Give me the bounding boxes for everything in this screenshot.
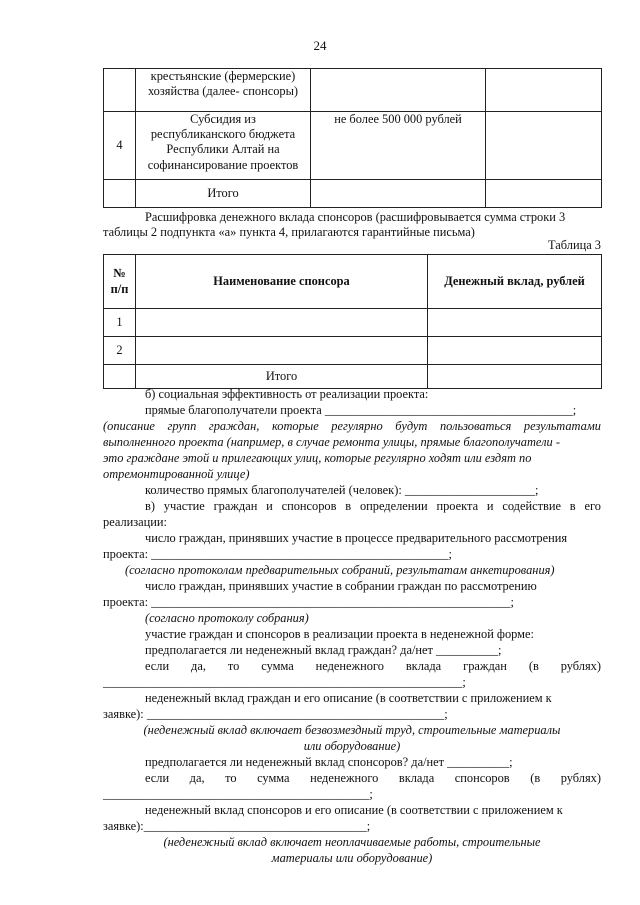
cell-name — [136, 69, 311, 112]
cell-num — [104, 365, 136, 389]
text-line: (согласно протоколам предварительных собраний, результатам анкетирования) — [125, 563, 555, 577]
text-line-justified: (описание групп граждан, которые регулярно будут пользоваться результатами — [103, 419, 601, 433]
cell-extra — [486, 69, 602, 112]
text-line: количество прямых благополучателей (человек): _____________________; — [145, 483, 539, 497]
text-line: прямые благополучатели проекта ________________________________________; — [145, 403, 577, 417]
text-line: участие граждан и спонсоров в реализации проекта в неденежной форме: — [145, 627, 534, 641]
text-line: проекта: __________________________________________________________; — [103, 595, 514, 609]
cell-total-label: Итого — [136, 365, 428, 389]
text-line: предполагается ли неденежный вклад граждан? да/нет __________; — [145, 643, 502, 657]
cell-name-line: крестьянские (фермерские) — [150, 69, 296, 83]
text-line: это гражданe этой и прилегающих улиц, которые регулярно ходят или ездят по — [103, 451, 532, 465]
cell-name-line: хозяйства (далее- спонсоры) — [147, 84, 299, 99]
para-decode-line: таблицы 2 подпункта «а» пункта 4, прилагаются гарантийные письма) — [103, 225, 475, 239]
text-line: (неденежный вклад включает неоплачиваемые работы, строительные — [163, 835, 541, 849]
table-row-total — [104, 365, 602, 389]
cell-amount — [428, 365, 602, 389]
cell-sponsor-name — [136, 337, 428, 365]
text-line: проекта: ________________________________________________; — [103, 547, 452, 561]
table-header-row — [104, 255, 602, 309]
text-line: отремонтированной улице) — [103, 467, 250, 481]
text-line: __________________________________________________________; — [103, 675, 466, 689]
text-line: неденежный вклад граждан и его описание (в соответствии с приложением к — [145, 691, 552, 705]
table-2-continuation — [103, 68, 602, 208]
cell-extra — [486, 112, 602, 180]
cell-name-line: софинансирование проектов — [147, 157, 299, 172]
text-line: заявке): ________________________________________________; — [103, 707, 448, 721]
page-number: 24 — [313, 38, 327, 53]
text-line: заявке):____________________________________; — [103, 819, 371, 833]
cell-num: 2 — [104, 337, 136, 365]
text-line-justified: если да, то сумма неденежного вклада граждан (в рублях) — [145, 659, 601, 673]
text-line: (неденежный вклад включает безвозмездный труд, строительные материалы — [143, 723, 561, 737]
cell-sponsor-name — [136, 309, 428, 337]
cell-num — [104, 180, 136, 208]
cell-extra — [486, 180, 602, 208]
cell-amount — [428, 337, 602, 365]
table-row-total — [104, 180, 602, 208]
cell-name-line: Субсидия из — [190, 112, 256, 126]
text-line: б) социальная эффективность от реализации проекта: — [145, 387, 429, 401]
text-line: выполненного проекта (например, в случае ремонта улицы, прямые благополучатели - — [103, 435, 560, 449]
table-row — [104, 112, 602, 180]
text-line: предполагается ли неденежный вклад спонсоров? да/нет __________; — [145, 755, 513, 769]
table-row — [104, 309, 602, 337]
text-line: число граждан, принявших участие в собрании граждан по рассмотрению — [145, 579, 537, 593]
text-line: ___________________________________________; — [103, 787, 373, 801]
table-3-caption: Таблица 3 — [548, 238, 601, 252]
text-line-justified: в) участие граждан и спонсоров в определении проекта и содействие в его — [145, 499, 601, 513]
table-row — [104, 337, 602, 365]
cell-num: 4 — [104, 112, 136, 180]
text-line-justified: если да, то сумма неденежного вклада спонсоров (в рублях) — [145, 771, 601, 785]
cell-name-line: Итого — [207, 185, 239, 200]
text-line: материалы или оборудование) — [271, 851, 433, 865]
cell-name — [136, 180, 311, 208]
header-cash-contribution: Денежный вклад, рублей — [428, 255, 602, 309]
header-num: № п/п — [104, 255, 136, 309]
cell-num: 1 — [104, 309, 136, 337]
cell-amount: не более 500 000 рублей — [311, 112, 486, 180]
cell-name — [136, 112, 311, 180]
para-decode-line: Расшифровка денежного вклада спонсоров (расшифровывается сумма строки 3 — [145, 210, 566, 224]
text-line: (согласно протоколу собрания) — [145, 611, 309, 625]
text-line: реализации: — [103, 515, 167, 529]
table-3 — [103, 254, 602, 389]
table-row — [104, 69, 602, 112]
cell-name-line: республиканского бюджета — [150, 127, 296, 142]
text-line: или оборудование) — [303, 739, 401, 753]
cell-num — [104, 69, 136, 112]
cell-amount — [311, 69, 486, 112]
cell-name-line: Республики Алтай на — [166, 142, 280, 157]
header-sponsor-name: Наименование спонсора — [136, 255, 428, 309]
cell-amount — [311, 180, 486, 208]
text-line: число граждан, принявших участие в процессе предварительного рассмотрения — [145, 531, 568, 545]
text-line: неденежный вклад спонсоров и его описание (в соответствии с приложением к — [145, 803, 563, 817]
cell-amount — [428, 309, 602, 337]
